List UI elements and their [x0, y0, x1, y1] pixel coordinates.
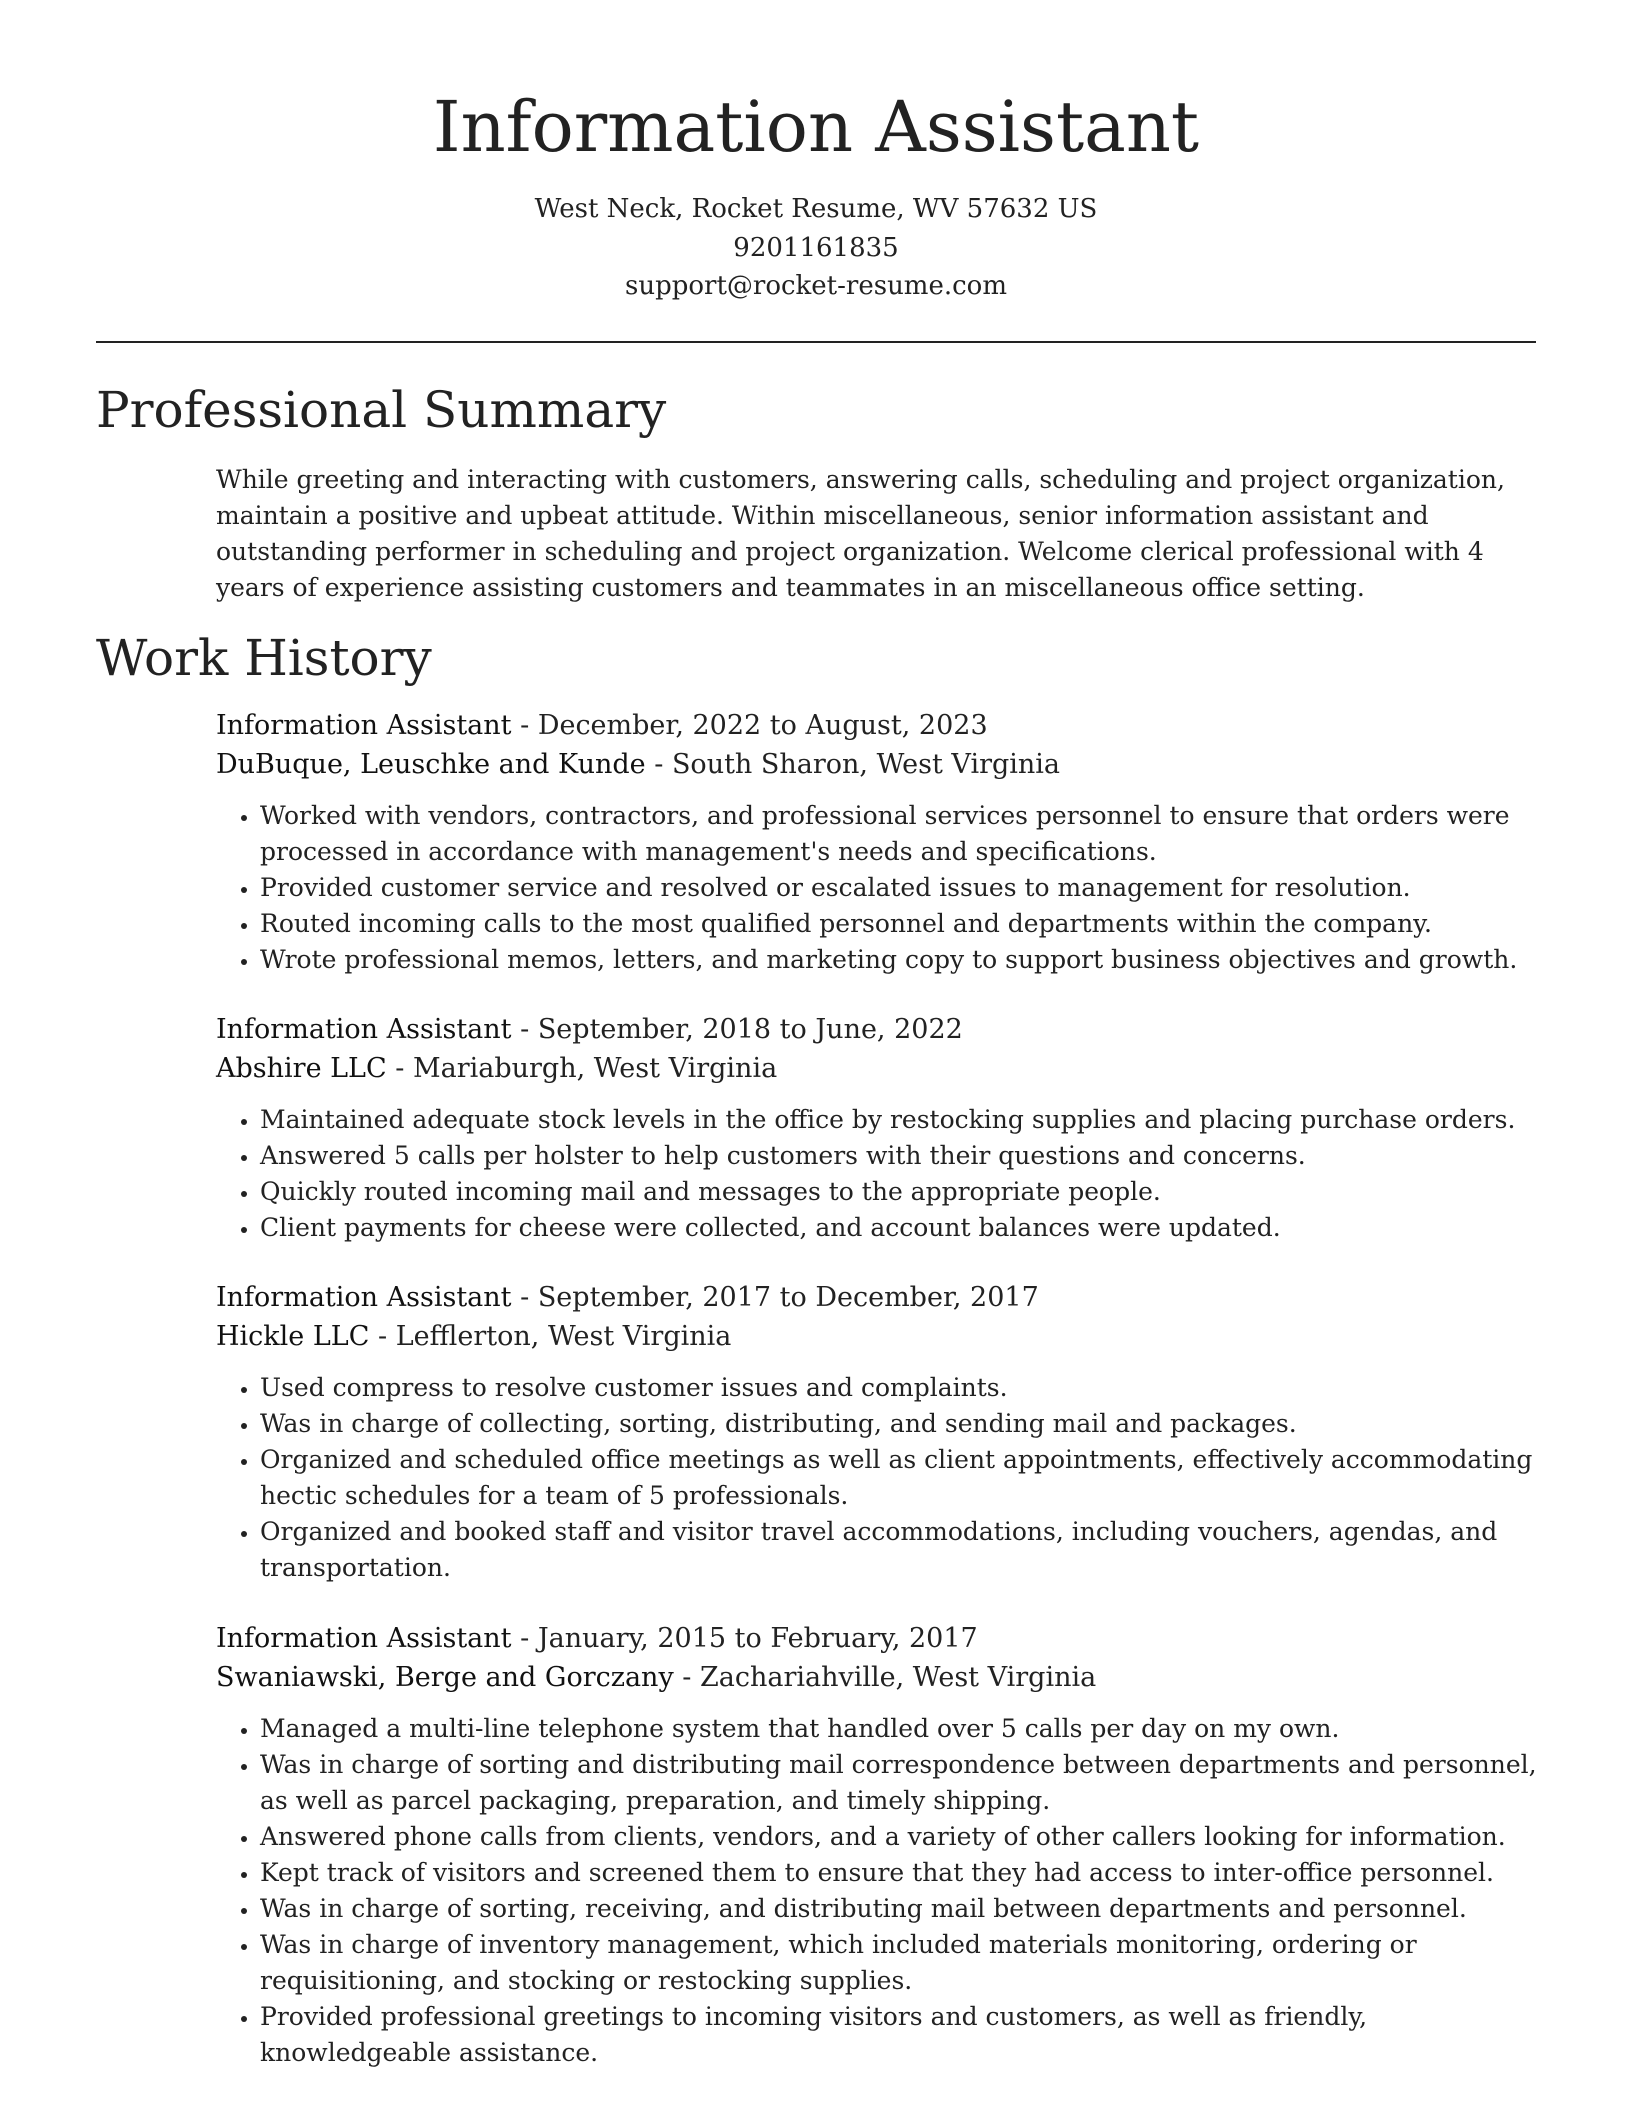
- job-bullets: [216, 1370, 1541, 1586]
- job-bullets: [216, 798, 1541, 978]
- job-company: Swaniawski, Berge and Gorczany: [216, 1662, 674, 1693]
- section-title-work-history: Work History: [96, 629, 432, 687]
- job-bullet: • Was in charge of collecting, sorting, distributing, and sending mail and packages.: [260, 1406, 1541, 1442]
- job-company: Hickle LLC: [216, 1321, 370, 1352]
- job-bullet: • Kept track of visitors and screened them to ensure that they had access to inter-office personnel.: [260, 1855, 1541, 1891]
- job-company-line: DuBuque, Leuschke and Kunde - South Sharon, West Virginia: [216, 749, 1061, 780]
- candidate-name: Information Assistant: [432, 86, 1200, 168]
- job-position: Information Assistant: [216, 1282, 512, 1313]
- job-dates: January, 2015 to February, 2017: [537, 1623, 978, 1654]
- job-bullet: • Wrote professional memos, letters, and marketing copy to support business objectives and growth.: [260, 942, 1541, 978]
- job-bullet: • Managed a multi-line telephone system that handled over 5 calls per day on my own.: [260, 1711, 1541, 1747]
- job-bullet: • Routed incoming calls to the most qualified personnel and departments within the company.: [260, 906, 1541, 942]
- contact-address: West Neck, Rocket Resume, WV 57632 US: [534, 194, 1098, 224]
- job-company: DuBuque, Leuschke and Kunde: [216, 749, 646, 780]
- job-dates: September, 2017 to December, 2017: [537, 1282, 1039, 1313]
- job-company: Abshire LLC: [216, 1053, 387, 1084]
- job-bullet: • Answered phone calls from clients, vendors, and a variety of other callers looking for information.: [260, 1819, 1541, 1855]
- job-bullet: • Was in charge of sorting and distributing mail correspondence between departments and personnel, as well as parcel packaging, preparation, and timely shipping.: [260, 1747, 1541, 1819]
- job-title-line: Information Assistant - September, 2018 to June, 2022: [216, 1014, 963, 1045]
- job-bullet: • Maintained adequate stock levels in the office by restocking supplies and placing purchase orders.: [260, 1102, 1541, 1138]
- job-bullet: • Worked with vendors, contractors, and professional services personnel to ensure that orders were processed in accordance with management's needs and specifications.: [260, 798, 1541, 870]
- section-title-summary: Professional Summary: [96, 381, 667, 439]
- job-bullet: • Was in charge of inventory management, which included materials monitoring, ordering or requisitioning, and stocking or restocking supplies.: [260, 1927, 1541, 1999]
- job-location: South Sharon, West Virginia: [671, 749, 1061, 780]
- job-entry: [216, 1010, 1541, 1246]
- job-dates: September, 2018 to June, 2022: [537, 1014, 963, 1045]
- job-position: Information Assistant: [216, 1014, 512, 1045]
- summary-text: While greeting and interacting with customers, answering calls, scheduling and project organization, maintain a positive and upbeat attitude. Within miscellaneous, senior information assistant and outstanding performer in scheduling and project organization. Welcome clerical professional with 4 years of experience assisting customers and teammates in an miscellaneous office setting.: [216, 465, 1505, 602]
- job-title-line: Information Assistant - December, 2022 to August, 2023: [216, 710, 988, 741]
- job-bullet: • Organized and scheduled office meetings as well as client appointments, effectively accommodating hectic schedules for a team of 5 professionals.: [260, 1442, 1541, 1514]
- job-bullet: • Answered 5 calls per holster to help customers with their questions and concerns.: [260, 1138, 1541, 1174]
- job-company-line: Abshire LLC - Mariaburgh, West Virginia: [216, 1053, 778, 1084]
- job-location: Mariaburgh, West Virginia: [412, 1053, 778, 1084]
- contact-phone: 9201161835: [733, 233, 899, 263]
- job-bullets: [216, 1711, 1541, 2071]
- job-entry: [216, 1619, 1541, 2071]
- job-position: Information Assistant: [216, 1623, 512, 1654]
- job-company-line: Hickle LLC - Lefflerton, West Virginia: [216, 1321, 732, 1352]
- job-dates: December, 2022 to August, 2023: [537, 710, 988, 741]
- job-bullet: • Organized and booked staff and visitor travel accommodations, including vouchers, agendas, and transportation.: [260, 1514, 1541, 1586]
- job-company-line: Swaniawski, Berge and Gorczany - Zachariahville, West Virginia: [216, 1662, 1097, 1693]
- job-bullet: • Used compress to resolve customer issues and complaints.: [260, 1370, 1541, 1406]
- job-entry: [216, 706, 1541, 978]
- job-title-line: Information Assistant - January, 2015 to February, 2017: [216, 1623, 978, 1654]
- job-bullet: • Quickly routed incoming mail and messages to the appropriate people.: [260, 1174, 1541, 1210]
- job-bullet: • Provided customer service and resolved or escalated issues to management for resolution.: [260, 870, 1541, 906]
- job-bullet: • Was in charge of sorting, receiving, and distributing mail between departments and personnel.: [260, 1891, 1541, 1927]
- job-title-line: Information Assistant - September, 2017 to December, 2017: [216, 1282, 1039, 1313]
- job-position: Information Assistant: [216, 710, 512, 741]
- job-location: Zachariahville, West Virginia: [700, 1662, 1097, 1693]
- contact-email: support@rocket-resume.com: [624, 271, 1007, 301]
- job-entry: [216, 1278, 1541, 1586]
- job-bullet: • Client payments for cheese were collected, and account balances were updated.: [260, 1210, 1541, 1246]
- job-bullets: [216, 1102, 1541, 1246]
- job-location: Lefflerton, West Virginia: [395, 1321, 732, 1352]
- header-divider: [96, 341, 1536, 343]
- job-bullet: • Provided professional greetings to incoming visitors and customers, as well as friendly, knowledgeable assistance.: [260, 1999, 1541, 2071]
